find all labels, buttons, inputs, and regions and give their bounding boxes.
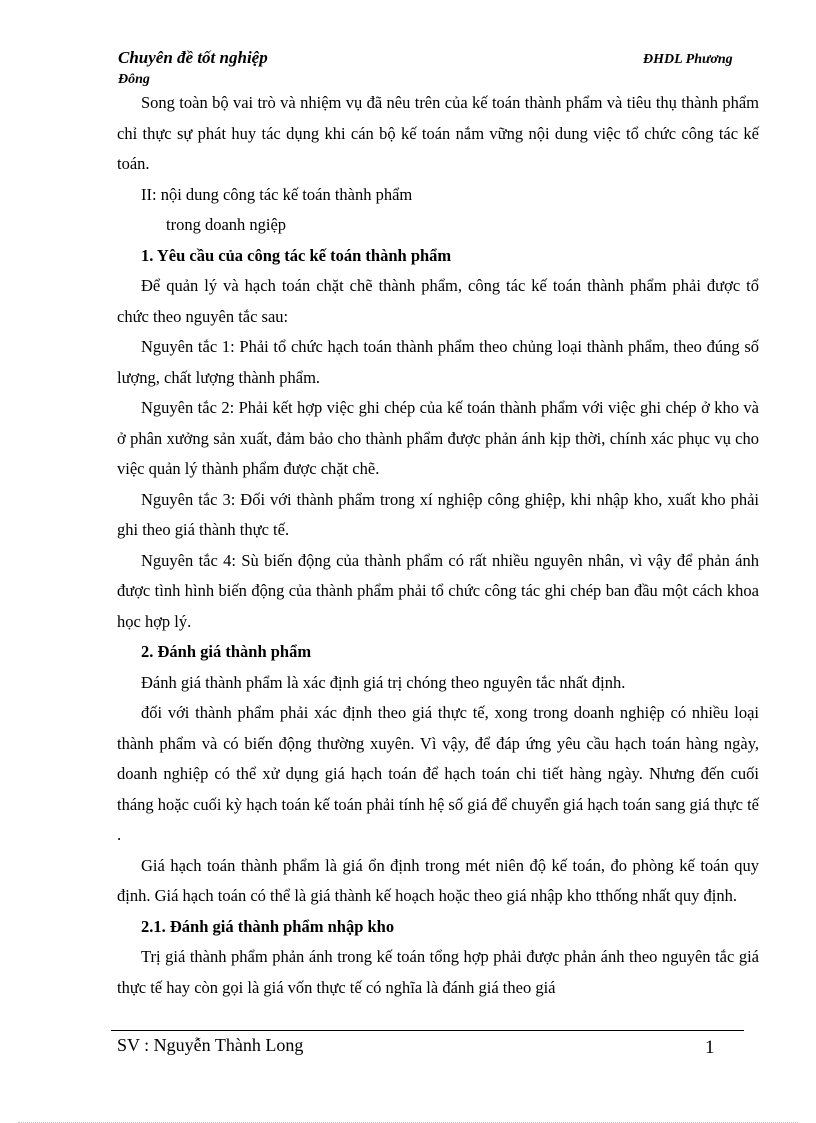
footer-student: SV : Nguyễn Thành Long [117,1035,304,1055]
paragraph: Đánh giá thành phẩm là xác định giá trị chóng theo nguyên tắc nhất định. [141,672,626,692]
heading: 1. Yêu cầu của công tác kế toán thành phẩm [141,245,452,265]
heading: 2.1. Đánh giá thành phẩm nhập kho [141,916,395,936]
paragraph: Trị giá thành phẩm phản ánh trong kế toán tổng hợp phải được phản ánh theo nguyên tắc giá thực tế hay còn gọi là giá vốn thực tế có nghĩa là đánh giá theo giá [117,947,759,997]
heading: 2. Đánh giá thành phẩm [141,642,312,661]
paragraph: Nguyên tắc 2: Phải kết hợp việc ghi chép của kế toán thành phẩm với việc ghi chép ở kho và ở phân xưởng sản xuất, đảm bảo cho thành phẩm được phản ánh kịp thời, chính xác phục vụ cho việc quản lý thành phẩm được chặt chẽ. [117,398,759,478]
paragraph: Giá hạch toán thành phẩm là giá ổn định trong mét niên độ kế toán, đo phòng kế toán quy định. Giá hạch toán có thể là giá thành kế hoạch hoặc theo giá nhập kho tthống nhất quy định. [117,855,759,905]
paragraph: đối với thành phẩm phải xác định theo giá thực tế, xong trong doanh nghiệp có nhiều loại thành phẩm và có biến động thường xuyên. Vì vậy, để đáp ứng yêu cầu hạch toán hàng ngày, doanh nghiệp có thể xử dụng giá hạch toán để hạch toán chi tiết hàng ngày. Nhưng đến cuối tháng hoặc cuối kỳ hạch toán kế toán phải tính hệ số giá để chuyển giá hạch toán sang giá thực tế . [117,703,759,844]
document-body [117,88,759,1003]
section-title-continued: trong doanh ngiệp [166,215,287,234]
header-university: ĐHDL Phương [643,52,733,67]
paragraph: Nguyên tắc 3: Đối với thành phẩm trong xí nghiệp công ghiệp, khi nhập kho, xuất kho phải ghi theo giá thành thực tế. [117,489,759,539]
page-number: 1 [705,1037,715,1058]
footer-rule [111,1030,744,1031]
paragraph: Nguyên tắc 1: Phải tổ chức hạch toán thành phẩm theo chủng loại thành phẩm, theo đúng số lượng, chất lượng thành phẩm. [117,337,759,387]
paragraph: Song toàn bộ vai trò và nhiệm vụ đã nêu trên của kế toán thành phẩm và tiêu thụ thành phẩm chỉ thực sự phát huy tác dụng khi cán bộ kế toán nắm vững nội dung việc tổ chức công tác kế toán. [117,93,759,173]
paragraph: Nguyên tắc 4: Sù biến động của thành phẩm có rất nhiều nguyên nhân, vì vậy để phản ánh được tình hình biến động của thành phẩm phải tổ chức công tác ghi chép ban đầu một cách khoa học hợp lý. [117,550,759,631]
header-university-continued: Đông [118,72,150,87]
section-title: II: nội dung công tác kế toán thành phẩm [141,184,413,204]
header-title: Chuyên đề tốt nghiệp [118,48,268,67]
paragraph: Để quản lý và hạch toán chặt chẽ thành phẩm, công tác kế toán thành phẩm phải được tổ chức theo nguyên tắc sau: [117,276,759,326]
